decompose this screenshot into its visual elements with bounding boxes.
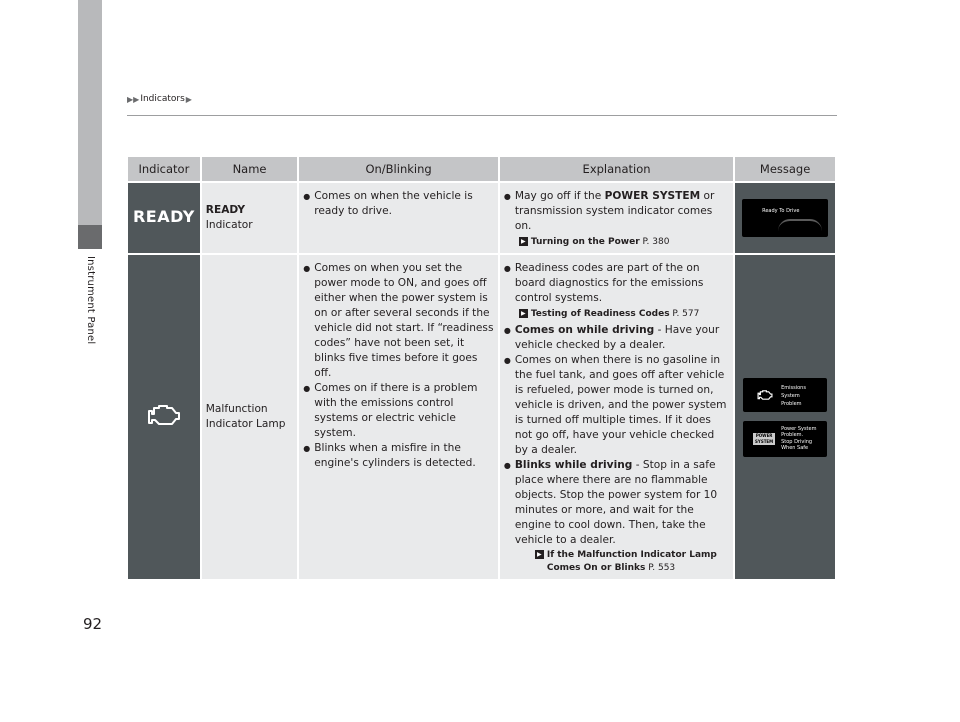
message-cell [735,255,835,579]
reference-title: Testing of Readiness Codes [530,309,670,319]
screen-text: Problem. [781,432,804,438]
reference-title: Turning on the Power [530,237,640,247]
badge-text: POWER [755,432,773,438]
reference-title: If the Malfunction Indicator Lamp [546,550,717,560]
screen-text: When Safe [781,445,809,451]
on-blinking-cell [299,183,498,253]
triangle-right-icon: ▶ [185,94,192,104]
text: May go off if the [514,190,605,202]
text-bold: Blinks while driving [514,459,633,471]
badge-text: SYSTEM [755,438,774,444]
list-item [504,189,729,234]
list-item: ● Comes on when you set the power mode to ON, and goes off either when the power system is on or after several seconds if the vehicle did not start. If “readiness codes” have not been set, it blinks five times before it goes off. [303,261,494,381]
header-indicator: Indicator [128,157,200,181]
explanation-cell [500,255,733,579]
header-name: Name [202,157,297,181]
name-cell [202,255,297,579]
mil-indicator-cell [128,255,200,579]
reference-page: P. 577 [669,309,700,319]
cross-reference[interactable] [504,549,729,575]
list-item: ● Comes on when there is no gasoline in the fuel tank, and goes off after vehicle is refueled, power mode is turned on, vehicle is driven, and the power system is turned off multiple times. If it does not go off, have your vehicle checked by a dealer. [504,353,729,458]
text: - Stop in a safe place where there are no flammable objects. Stop the power system for 10 minutes or more, and wait for the engine to cool down. Then, take the vehicle to a dealer. [514,459,718,546]
reference-title: Comes On or Blinks [546,563,646,573]
list-item: ● Comes on when the vehicle is ready to drive. [303,189,494,219]
list-item [504,323,729,353]
header-explanation: Explanation [500,157,733,181]
screen-text: System [781,392,800,399]
car-silhouette-icon [778,219,822,231]
triangle-right-icon: ▶▶ [127,94,140,104]
table-row [128,255,835,579]
header-rule [127,115,837,116]
cross-reference[interactable] [504,236,729,249]
screen-text: Stop Driving [781,438,813,445]
reference-arrow-icon: ▶ [519,309,528,318]
name-cell [202,183,297,253]
message-cell [735,183,835,253]
chapter-tab [78,0,102,225]
list-item [504,458,729,548]
ready-to-drive-screen [742,199,828,237]
ready-indicator-cell [128,183,200,253]
name-text: Malfunction Indicator Lamp [205,403,286,430]
power-system-problem-screen [743,421,827,457]
name-bold: READY [205,204,246,216]
check-engine-icon [147,402,181,428]
reference-page: P. 380 [639,237,670,247]
text-bold: Comes on while driving [514,324,655,336]
list-item: ● Comes on if there is a problem with the emissions control systems or electric vehicle system. [303,381,494,441]
list-item: ● Readiness codes are part of the on board diagnostics for the emissions control systems. [504,261,729,306]
chapter-label: Instrument Panel [85,256,96,345]
reference-page: P. 553 [645,563,676,573]
table-header-row [128,157,835,181]
table-row [128,183,835,253]
screen-text: Power System [781,425,817,432]
chapter-tab-active [78,225,102,249]
header-on-blinking: On/Blinking [299,157,498,181]
page-number: 92 [83,615,103,633]
header-message: Message [735,157,835,181]
screen-text: Ready To Drive [762,208,800,214]
cross-reference[interactable] [504,308,729,321]
emissions-problem-screen [743,378,827,412]
check-engine-icon [757,389,773,401]
breadcrumb-label: Indicators [140,94,185,104]
breadcrumb [127,94,192,104]
text: - Have your vehicle checked by a dealer. [514,324,720,351]
list-item: ● Blinks when a misfire in the engine's cylinders is detected. [303,441,494,471]
explanation-cell [500,183,733,253]
screen-text: Emissions [781,384,806,391]
text-bold: POWER SYSTEM [604,190,701,202]
ready-indicator-icon: READY [132,207,195,226]
power-system-badge-icon [753,433,775,445]
name-rest: Indicator [205,219,253,231]
screen-text: Problem [781,400,802,407]
on-blinking-cell [299,255,498,579]
reference-arrow-icon: ▶ [535,550,544,559]
text: or transmission system indicator comes on. [514,190,715,232]
indicator-table [126,157,837,579]
reference-arrow-icon: ▶ [519,237,528,246]
